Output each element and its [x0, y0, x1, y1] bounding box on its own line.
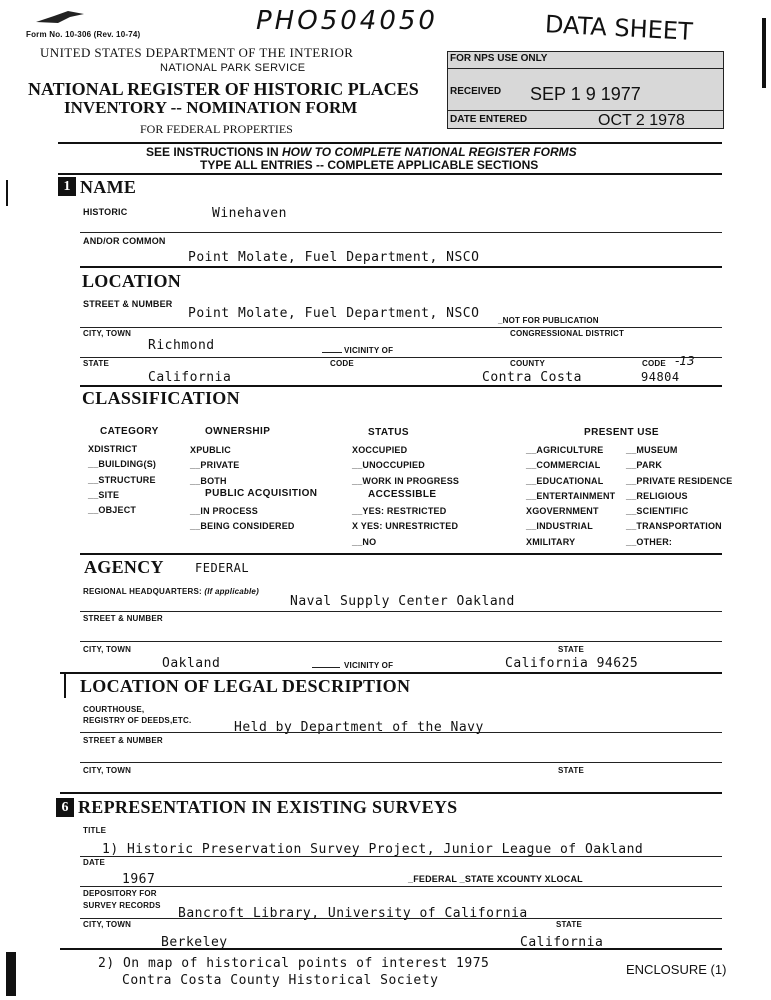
county-label: COUNTY: [510, 359, 545, 368]
instructions-italic: HOW TO COMPLETE NATIONAL REGISTER FORMS: [282, 145, 577, 159]
use-private-residence[interactable]: __PRIVATE RESIDENCE: [626, 475, 733, 486]
form-title-line-3: FOR FEDERAL PROPERTIES: [140, 122, 293, 136]
survey-note-line-1: 2) On map of historical points of interest 1975: [98, 956, 490, 971]
survey-title-value: 1) Historic Preservation Survey Project, Junior League of Oakland: [102, 842, 644, 857]
status-head: STATUS: [368, 427, 409, 438]
agency-state-value: California 94625: [505, 656, 639, 671]
hq-label: [83, 587, 259, 596]
use-agriculture[interactable]: __AGRICULTURE: [526, 445, 604, 455]
survey-levels: _FEDERAL _STATE XCOUNTY XLOCAL: [408, 874, 583, 884]
courthouse-value: Held by Department of the Navy: [234, 720, 484, 735]
code2-handwritten: -13: [675, 354, 695, 368]
enclosure-label: ENCLOSURE (1): [626, 962, 727, 977]
agency-city-value: Oakland: [162, 656, 221, 671]
name-section-title: NAME: [80, 177, 137, 197]
classification-section-title: CLASSIFICATION: [82, 388, 240, 408]
use-museum[interactable]: __MUSEUM: [626, 445, 678, 455]
nps-use-only-box: [447, 51, 724, 129]
status-work-in-progress[interactable]: __WORK IN PROGRESS: [352, 475, 460, 486]
not-for-publication: _NOT FOR PUBLICATION: [498, 316, 599, 325]
category-structure[interactable]: __STRUCTURE: [88, 474, 156, 485]
survey-note-line-2: Contra Costa County Historical Society: [122, 973, 439, 988]
use-educational[interactable]: __EDUCATIONAL: [526, 475, 604, 486]
right-edge-mark: [762, 18, 766, 88]
use-industrial[interactable]: __INDUSTRIAL: [526, 521, 593, 532]
location-section-title: LOCATION: [82, 271, 182, 291]
agency-vicinity-blank: [312, 667, 340, 668]
survey-date-value: 1967: [122, 872, 156, 887]
acquisition-in-process[interactable]: __IN PROCESS: [190, 506, 258, 516]
legal-section-title: LOCATION OF LEGAL DESCRIPTION: [80, 676, 411, 696]
date-entered-label: DATE ENTERED: [450, 114, 528, 125]
status-unoccupied[interactable]: __UNOCCUPIED: [352, 460, 425, 471]
agency-state-label: STATE: [558, 645, 585, 654]
nps-box-label: FOR NPS USE ONLY: [450, 53, 548, 64]
category-site[interactable]: __SITE: [88, 489, 120, 500]
left-edge-mark-bottom: [6, 952, 16, 996]
instructions-prefix: SEE INSTRUCTIONS IN: [146, 145, 283, 159]
form-title-line-2: INVENTORY -- NOMINATION FORM: [64, 98, 358, 117]
code2-label: CODE: [642, 359, 666, 368]
legal-left-bracket: [64, 674, 66, 698]
depository-label-1: DEPOSITORY FOR: [83, 889, 157, 898]
street-value: Point Molate, Fuel Department, NSCO: [188, 306, 480, 321]
left-margin-mark: [6, 180, 8, 206]
agency-value: FEDERAL: [195, 561, 250, 575]
agency-city-label: CITY, TOWN: [83, 645, 132, 654]
acquisition-head: PUBLIC ACQUISITION: [205, 488, 318, 499]
form-title-line-1: NATIONAL REGISTER OF HISTORIC PLACES: [28, 79, 419, 99]
handwritten-id: PHO504050: [256, 6, 438, 36]
agency-line-1: UNITED STATES DEPARTMENT OF THE INTERIOR: [40, 45, 354, 60]
legal-street-label: STREET & NUMBER: [83, 736, 163, 745]
ownership-head: OWNERSHIP: [205, 426, 271, 437]
category-list: [88, 442, 156, 518]
ownership-both[interactable]: __BOTH: [190, 475, 227, 486]
use-park[interactable]: __PARK: [626, 460, 663, 471]
category-head: CATEGORY: [100, 426, 159, 437]
category-object[interactable]: __OBJECT: [88, 505, 137, 516]
ownership-public[interactable]: XPUBLIC: [190, 445, 231, 455]
acquisition-being-considered[interactable]: __BEING CONSIDERED: [190, 521, 295, 532]
survey-state-value: California: [520, 935, 604, 950]
city-value: Richmond: [148, 338, 215, 353]
section-1-number: 1: [58, 177, 76, 196]
historic-value: Winehaven: [212, 206, 287, 221]
status-list: [352, 443, 459, 489]
use-transportation[interactable]: __TRANSPORTATION: [626, 521, 722, 532]
vicinity-label: VICINITY OF: [344, 346, 394, 355]
received-label: RECEIVED: [450, 86, 502, 97]
city-label: CITY, TOWN: [83, 329, 132, 338]
use-commercial[interactable]: __COMMERCIAL: [526, 460, 601, 471]
eagle-logo-icon: [34, 10, 86, 31]
accessible-no[interactable]: __NO: [352, 536, 377, 547]
legal-state-label: STATE: [558, 766, 585, 775]
present-use-head: PRESENT USE: [584, 427, 659, 438]
vicinity-blank: [322, 352, 342, 353]
use-entertainment[interactable]: __ENTERTAINMENT: [526, 490, 616, 501]
accessible-unrestricted[interactable]: X YES: UNRESTRICTED: [352, 521, 459, 532]
congressional-label: CONGRESSIONAL DISTRICT: [510, 329, 625, 338]
instructions-line-1: [146, 145, 577, 159]
use-religious[interactable]: __RELIGIOUS: [626, 490, 688, 501]
accessible-head: ACCESSIBLE: [368, 489, 437, 500]
use-military[interactable]: XMILITARY: [526, 536, 576, 547]
hq-label-italic: (If applicable): [204, 587, 259, 596]
historic-label: HISTORIC: [83, 207, 128, 217]
agency-vicinity-label: VICINITY OF: [344, 661, 394, 670]
zip-value: 94804: [641, 370, 680, 384]
use-scientific[interactable]: __SCIENTIFIC: [626, 506, 689, 517]
survey-city-label: CITY, TOWN: [83, 920, 132, 929]
survey-date-label: DATE: [83, 858, 105, 867]
instructions-line-2: TYPE ALL ENTRIES -- COMPLETE APPLICABLE SECTIONS: [200, 158, 539, 172]
agency-line-2: NATIONAL PARK SERVICE: [160, 62, 306, 74]
category-district[interactable]: XDISTRICT: [88, 444, 138, 454]
date-entered-stamp: OCT 2 1978: [598, 112, 685, 129]
ownership-private[interactable]: __PRIVATE: [190, 460, 240, 471]
category-buildings[interactable]: __BUILDING(S): [88, 459, 157, 470]
state-label: STATE: [83, 359, 110, 368]
status-occupied[interactable]: XOCCUPIED: [352, 445, 408, 455]
code-label: CODE: [330, 359, 354, 368]
state-value: California: [148, 370, 232, 385]
ownership-list: [190, 443, 239, 489]
survey-city-value: Berkeley: [161, 935, 228, 950]
data-sheet-label: DATA SHEET: [544, 10, 694, 46]
depository-label-2: SURVEY RECORDS: [83, 901, 161, 910]
representation-section-title: REPRESENTATION IN EXISTING SURVEYS: [78, 797, 458, 817]
survey-title-label: TITLE: [83, 826, 107, 835]
received-stamp: SEP 1 9 1977: [530, 84, 641, 104]
courthouse-label-2: REGISTRY OF DEEDS,ETC.: [83, 716, 192, 725]
acquisition-list: [190, 504, 295, 535]
agency-section-title: AGENCY: [84, 557, 164, 577]
accessible-list: [352, 504, 458, 550]
common-value: Point Molate, Fuel Department, NSCO: [188, 250, 480, 265]
hq-label-text: REGIONAL HEADQUARTERS:: [83, 587, 202, 596]
legal-city-label: CITY, TOWN: [83, 766, 132, 775]
county-value: Contra Costa: [482, 370, 582, 385]
survey-state-label: STATE: [556, 920, 583, 929]
agency-street-label: STREET & NUMBER: [83, 614, 163, 623]
section-6-number: 6: [56, 798, 74, 817]
street-label: STREET & NUMBER: [83, 299, 173, 309]
use-other[interactable]: __OTHER:: [626, 536, 673, 547]
use-government[interactable]: XGOVERNMENT: [526, 506, 599, 517]
hq-value: Naval Supply Center Oakland: [290, 594, 515, 609]
common-label: AND/OR COMMON: [83, 236, 166, 246]
depository-value: Bancroft Library, University of California: [178, 906, 528, 921]
present-use-col-1: [526, 443, 615, 550]
form-number: Form No. 10-306 (Rev. 10-74): [26, 30, 141, 39]
courthouse-label-1: COURTHOUSE,: [83, 705, 145, 714]
present-use-col-2: [626, 443, 733, 550]
accessible-restricted[interactable]: __YES: RESTRICTED: [352, 506, 447, 516]
